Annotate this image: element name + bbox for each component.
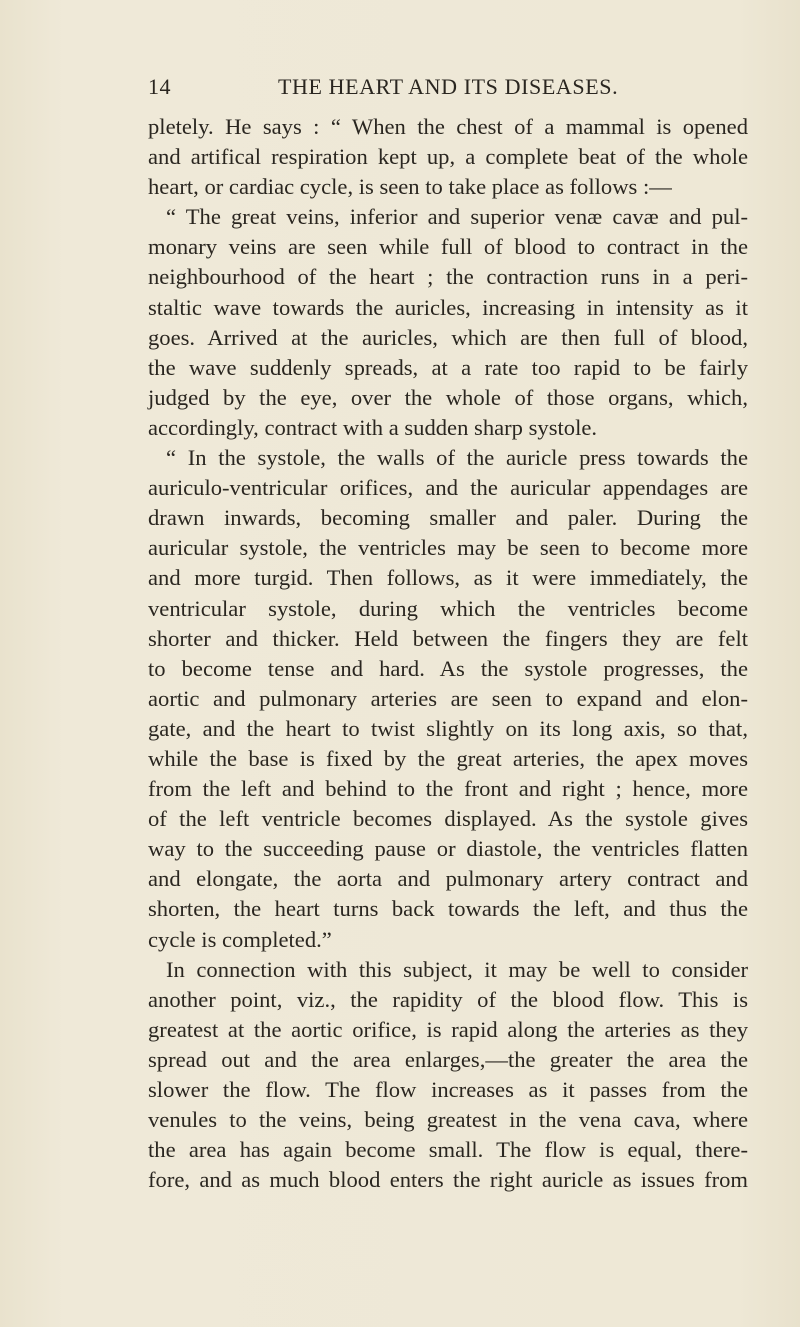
text-line: the wave suddenly spreads, at a rate too rapid to be fairly bbox=[148, 354, 748, 380]
text-line: gate, and the heart to twist slightly on its long axis, so that, bbox=[148, 715, 748, 741]
text-line: shorten, the heart turns back towards the left, and thus the bbox=[148, 896, 748, 922]
text-line: greatest at the aortic orifice, is rapid along the arteries as they bbox=[148, 1016, 748, 1042]
text-line: ventricular systole, during which the ventricles become bbox=[148, 595, 748, 621]
text-line: goes. Arrived at the auricles, which are then full of blood, bbox=[148, 324, 748, 350]
text-line: another point, viz., the rapidity of the blood flow. This is bbox=[148, 986, 748, 1012]
text-line: fore, and as much blood enters the right auricle as issues from bbox=[148, 1167, 748, 1193]
text-line: monary veins are seen while full of blood to contract in the bbox=[148, 234, 748, 260]
text-line: of the left ventricle becomes displayed. As the systole gives bbox=[148, 806, 748, 832]
text-line: judged by the eye, over the whole of those organs, which, bbox=[148, 384, 748, 410]
running-head: THE HEART AND ITS DISEASES. bbox=[278, 74, 619, 99]
text-line: the area has again become small. The flow is equal, there- bbox=[148, 1137, 748, 1163]
text-line: heart, or cardiac cycle, is seen to take place as follows :— bbox=[148, 174, 672, 200]
text-line: spread out and the area enlarges,—the greater the area the bbox=[148, 1046, 748, 1072]
page-header bbox=[148, 74, 748, 108]
text-line: way to the succeeding pause or diastole, the ventricles flatten bbox=[148, 836, 748, 862]
text-line: while the base is fixed by the great arteries, the apex moves bbox=[148, 745, 748, 771]
body-text bbox=[148, 112, 748, 1195]
page-number: 14 bbox=[148, 74, 171, 99]
text-line: and elongate, the aorta and pulmonary artery contract and bbox=[148, 866, 748, 892]
text-line: shorter and thicker. Held between the fingers they are felt bbox=[148, 625, 748, 651]
text-line: accordingly, contract with a sudden sharp systole. bbox=[148, 414, 598, 440]
text-line: from the left and behind to the front and right ; hence, more bbox=[148, 776, 748, 802]
text-line: drawn inwards, becoming smaller and paler. During the bbox=[148, 505, 748, 531]
text-line: neighbourhood of the heart ; the contraction runs in a peri- bbox=[148, 264, 748, 290]
text-line: auriculo-ventricular orifices, and the auricular appendages are bbox=[148, 475, 748, 501]
text-line: cycle is completed.” bbox=[148, 926, 332, 952]
text-line: venules to the veins, being greatest in the vena cava, where bbox=[148, 1107, 748, 1133]
text-line: “ In the systole, the walls of the auricle press towards the bbox=[166, 445, 748, 471]
text-line: In connection with this subject, it may be well to consider bbox=[166, 956, 748, 982]
text-line: to become tense and hard. As the systole progresses, the bbox=[148, 655, 748, 681]
text-line: staltic wave towards the auricles, increasing in intensity as it bbox=[148, 294, 748, 320]
text-line: aortic and pulmonary arteries are seen to expand and elon- bbox=[148, 685, 748, 711]
text-line: slower the flow. The flow increases as it passes from the bbox=[148, 1077, 748, 1102]
text-line: and more turgid. Then follows, as it were immediately, the bbox=[148, 565, 748, 591]
text-line: auricular systole, the ventricles may be seen to become more bbox=[148, 535, 748, 561]
text-line: and artifical respiration kept up, a complete beat of the whole bbox=[148, 144, 748, 170]
text-line: “ The great veins, inferior and superior venæ cavæ and pul- bbox=[166, 204, 748, 230]
text-line: pletely. He says : “ When the chest of a mammal is opened bbox=[148, 114, 748, 139]
